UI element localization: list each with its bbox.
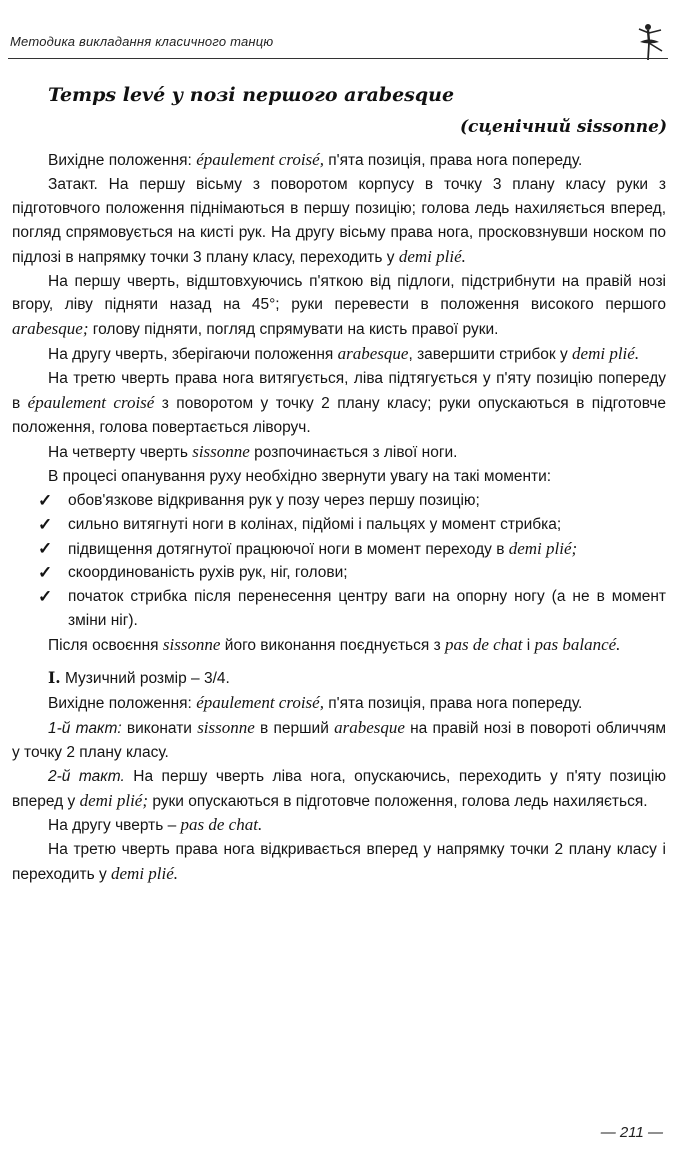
text-run: розпочинається з лівої ноги. — [249, 443, 458, 461]
term-arabesque: arabesque — [337, 344, 409, 364]
list-item-text: скоординованість рухів рук, ніг, голови; — [68, 564, 348, 582]
text-run: На першу чверть ліва нога, опускаючись, переходить у п'яту позицію вперед у — [12, 767, 666, 810]
part-number: I. — [48, 668, 61, 688]
term-epaulement-croise: épaulement croisé, — [196, 150, 324, 169]
paragraph-second-quarter — [12, 342, 666, 367]
bar-label: 1-й такт: — [48, 719, 122, 737]
paragraph-upbeat — [12, 173, 666, 270]
text-run: На третю чверть права нога витягується, ліва підтягується у п'яту позицію попереду в — [12, 370, 666, 413]
term-epaulement-croise: épaulement croisé — [27, 393, 155, 413]
list-item-text: підвищення дотягнутої працюючої ноги в момент переходу в — [68, 540, 509, 558]
text-run: Вихідне положення: — [48, 694, 197, 712]
part-one-text: Музичний розмір – 3/4. — [60, 670, 230, 688]
term-arabesque: arabesque — [334, 717, 405, 737]
body-text — [12, 148, 666, 887]
paragraph-first-quarter — [12, 270, 666, 343]
text-run: виконати — [121, 719, 198, 737]
text-run: На четверту чверть — [48, 443, 193, 461]
list-item — [12, 537, 666, 562]
page-number: — 211 — — [600, 1124, 663, 1141]
paragraph-fourth-quarter — [12, 440, 666, 465]
term-demi-plie: demi plié. — [572, 344, 640, 364]
term-pas-de-chat: pas de chat — [445, 635, 523, 655]
paragraph-starting-position — [12, 148, 666, 173]
paragraph-bar-one — [12, 716, 666, 765]
list-item-text: обов'язкове відкривання рук у позу через першу позицію; — [68, 491, 480, 509]
text-run: Вихідне положення: — [48, 152, 197, 169]
term-sissonne: sissonne — [197, 717, 255, 737]
part-one-heading — [12, 666, 666, 691]
header-rule — [8, 58, 668, 59]
paragraph-bar-two — [12, 765, 666, 814]
paragraph-after-mastering — [12, 633, 666, 658]
term-demi-plie: demi plié. — [398, 246, 466, 266]
term-arabesque: arabesque; — [12, 319, 89, 339]
text-run: , завершити стрибок у — [408, 346, 573, 364]
checkmark-icon: ✓ — [38, 563, 53, 583]
term-epaulement-croise: épaulement croisé, — [196, 692, 324, 712]
paragraph-third-quarter-2 — [12, 838, 666, 887]
term-demi-plie: demi plié; — [508, 538, 578, 558]
checkmark-icon: ✓ — [38, 514, 53, 534]
term-demi-plie: demi plié. — [111, 864, 179, 884]
text-run: На другу чверть – — [48, 817, 181, 835]
paragraph-second-quarter-2 — [12, 813, 666, 838]
text-run: Затакт. На першу вісьму з поворотом корпусу в точку 3 плану класу руки з підготовчого положення піднімаються в першу позицію; голова ледь нахиляється вперед, погляд спрямовується на кисті рук. На другу вісьму права нога, просковзнувши носком по підлозі в напрямку точки 3 плану класу, переходить у — [12, 175, 666, 266]
text-run: п'ята позиція, права нога попереду. — [323, 694, 583, 712]
paragraph-key-points-intro: В процесі опанування руху необхідно звернути увагу на такі моменти: — [48, 467, 552, 485]
text-run: п'ята позиція, права нога попереду. — [323, 152, 583, 169]
text-run: голову підняти, погляд спрямувати на кисть правої руки. — [88, 321, 499, 339]
term-pas-de-chat: pas de chat. — [180, 815, 263, 835]
term-sissonne: sissonne — [192, 441, 250, 461]
text-run: на правій нозі в повороті обличчям у точку 2 плану класу. — [12, 719, 666, 761]
term-sissonne: sissonne — [162, 635, 221, 655]
section-subtitle: (сценічний sissonne) — [460, 117, 667, 137]
text-run: На третю чверть права нога відкривається вперед у напрямку точки 2 плану класу і переходить у — [12, 841, 666, 884]
list-item — [12, 585, 666, 633]
text-run: його виконання поєднується з — [220, 637, 445, 655]
text-run: в перший — [254, 719, 335, 737]
checkmark-icon: ✓ — [38, 490, 53, 510]
section-title: Temps levé у позі першого arabesque — [48, 84, 455, 106]
key-points-list — [12, 489, 666, 633]
running-header: Методика викладання класичного танцю — [10, 34, 274, 49]
text-run: і — [522, 637, 535, 655]
list-item-text: початок стрибка після перенесення центру ваги на опорну ногу (а не в момент зміни ніг). — [68, 588, 666, 630]
text-run: з поворотом у точку 2 плану класу; руки опускаються в підготовче положення, голова повертається ліворуч. — [12, 395, 666, 436]
text-run: На другу чверть, зберігаючи положення — [48, 346, 338, 364]
paragraph-third-quarter — [12, 367, 666, 440]
list-item — [12, 561, 666, 585]
list-item — [12, 489, 666, 513]
paragraph-starting-position-2 — [12, 691, 666, 716]
checkmark-icon: ✓ — [38, 538, 53, 558]
list-item — [12, 513, 666, 537]
text-run: На першу чверть, відштовхуючись п'яткою від підлоги, підстрибнути на правій нозі вгору, ліву підняти назад на 45°; руки перевести в положення високого першого — [12, 272, 666, 314]
text-run: руки опускаються в підготовче положення, голова ледь нахиляється. — [148, 792, 648, 810]
checkmark-icon: ✓ — [38, 587, 53, 607]
term-demi-plie: demi plié; — [79, 790, 149, 810]
term-pas-balance: pas balancé. — [534, 635, 621, 655]
text-run: Після освоєння — [48, 637, 163, 655]
list-item-text: сильно витягнуті ноги в колінах, підйомі і пальцях у момент стрибка; — [68, 515, 562, 533]
bar-label: 2-й такт. — [48, 767, 125, 785]
